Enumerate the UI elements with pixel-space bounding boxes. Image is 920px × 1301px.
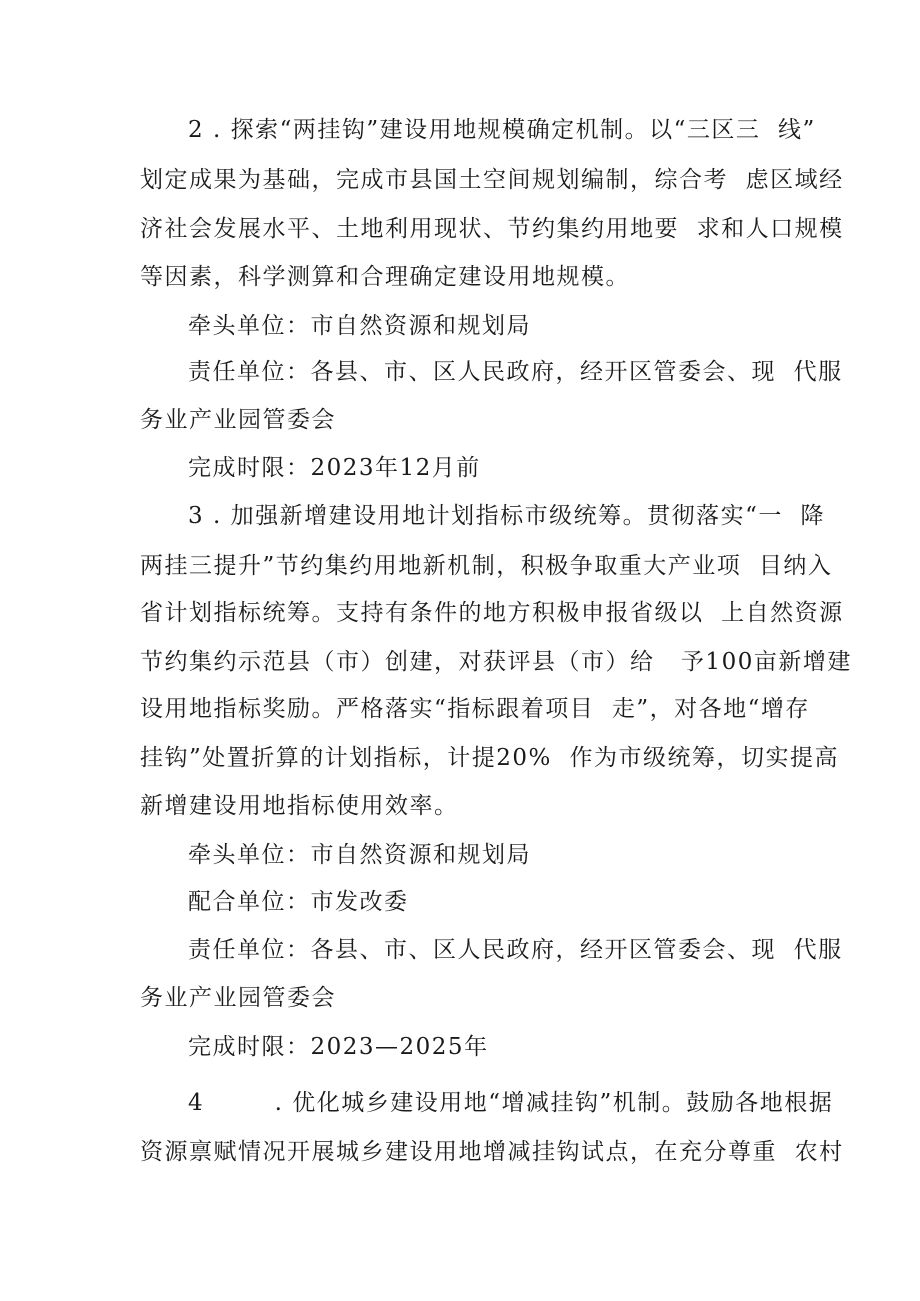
paragraph-4-line-1: 4 . 优化城乡建设用地“增减挂钩”机制。鼓励各地根据 xyxy=(188,1090,834,1116)
lead-unit-2: 牵头单位：市自然资源和规划局 xyxy=(188,842,531,868)
paragraph-3-line-6: 挂钩”处置折算的计划指标，计提20% 作为市级统筹，切实提高 xyxy=(140,745,840,771)
paragraph-2-line-3: 济社会发展水平、土地利用现状、节约集约用地要 求和人口规模 xyxy=(140,216,844,242)
responsible-unit-1-line-1: 责任单位：各县、市、区人民政府，经开区管委会、现 代服 xyxy=(188,359,843,385)
lead-unit-1: 牵头单位：市自然资源和规划局 xyxy=(188,313,531,339)
paragraph-2-line-1: 2 . 探索“两挂钩”建设用地规模确定机制。以“三区三 线” xyxy=(188,117,816,143)
paragraph-4-line-2: 资源禀赋情况开展城乡建设用地增减挂钩试点，在充分尊重 农村 xyxy=(140,1139,844,1165)
paragraph-3-line-2: 两挂三提升”节约集约用地新机制，积极争取重大产业项 目纳入 xyxy=(140,553,833,579)
paragraph-3-line-7: 新增建设用地指标使用效率。 xyxy=(140,793,459,819)
paragraph-2-line-2: 划定成果为基础，完成市县国土空间规划编制，综合考 虑区域经 xyxy=(140,167,844,193)
paragraph-3-line-1: 3 . 加强新增建设用地计划指标市级统筹。贯彻落实“一 降 xyxy=(188,503,825,529)
cooperating-unit-2: 配合单位：市发改委 xyxy=(188,889,409,915)
deadline-2: 完成时限：2023—2025年 xyxy=(188,1034,489,1060)
responsible-unit-2-line-2: 务业产业园管委会 xyxy=(140,985,336,1011)
paragraph-3-line-3: 省计划指标统筹。支持有条件的地方积极申报省级以 上自然资源 xyxy=(140,600,844,626)
responsible-unit-1-line-2: 务业产业园管委会 xyxy=(140,407,336,433)
paragraph-3-line-5: 设用地指标奖励。严格落实“指标跟着项目 走”，对各地“增存 xyxy=(140,696,810,722)
paragraph-2-line-4: 等因素，科学测算和合理确定建设用地规模。 xyxy=(140,264,630,290)
paragraph-3-line-4: 节约集约示范县（市）创建，对获评县（市）给 予100亩新增建 xyxy=(140,649,852,675)
deadline-1: 完成时限：2023年12月前 xyxy=(188,455,481,481)
responsible-unit-2-line-1: 责任单位：各县、市、区人民政府，经开区管委会、现 代服 xyxy=(188,937,843,963)
